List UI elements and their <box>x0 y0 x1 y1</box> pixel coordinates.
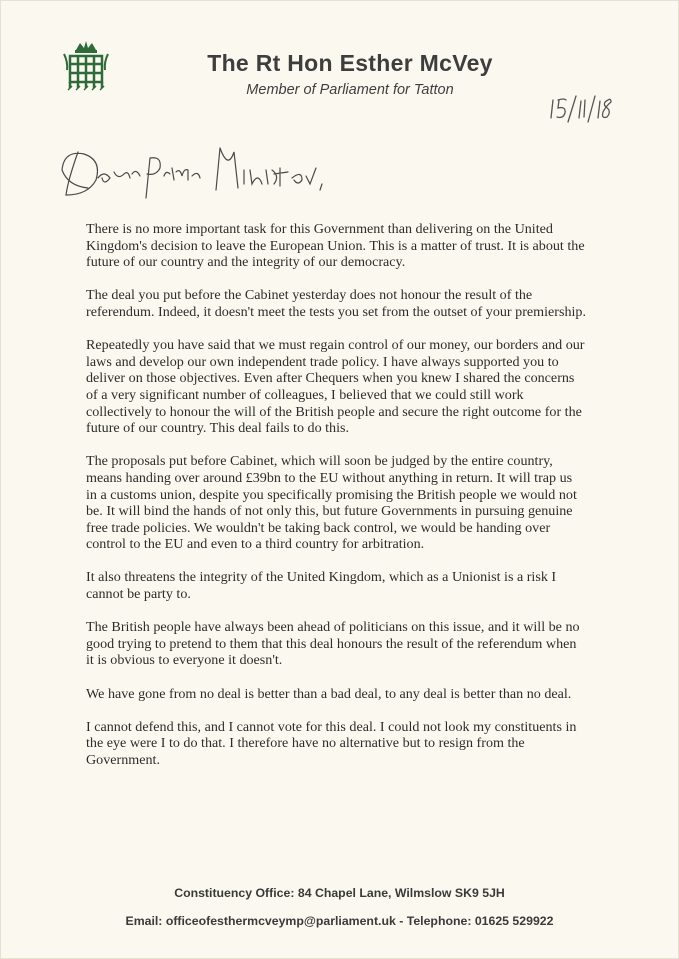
paragraph: It also threatens the integrity of the United Kingdom, which as a Unionist is a risk I cannot be party to. <box>86 569 557 603</box>
paragraph: The proposals put before Cabinet, which will soon be judged by the entire country, means handing over around £39bn to the EU without anything in return. It will trap us in a customs union, despite you specifically promising the British people we would not be. It will bind the hands of not only this, but future Governments in pursuing genuine free trade policies. We wouldn't be taking back control, we would be handing over control to the EU and even to a third country for arbitration. <box>86 453 577 553</box>
paragraph: We have gone from no deal is better than a bad deal, to any deal is better than no deal. <box>86 685 572 702</box>
paragraph: The British people have always been ahead of politicians on this issue, and it will be no good trying to pretend to them that this deal honours the result of the referendum when it is obvious to everyone it doesn't. <box>86 619 580 669</box>
handwritten-date <box>548 88 638 128</box>
letterhead <box>150 50 550 98</box>
letter-body <box>86 221 586 785</box>
paragraph: There is no more important task for this Government than delivering on the United Kingdom's decision to leave the European Union. This is a matter of trust. It is about the future of our country and the integrity of our democracy. <box>86 221 585 271</box>
portcullis-logo-icon <box>58 40 114 92</box>
mp-name: The Rt Hon Esther McVey <box>207 50 493 76</box>
handwritten-salutation <box>58 140 358 210</box>
mp-role: Member of Parliament for Tatton <box>246 82 454 98</box>
paragraph: I cannot defend this, and I cannot vote for this deal. I could not look my constituents in the eye were I to do that. I therefore have no alternative but to resign from the Government. <box>86 718 577 768</box>
paragraph: Repeatedly you have said that we must regain control of our money, our borders and our laws and develop our own independent trade policy. I have always supported you to deliver on those objectives. Even after Chequers when you knew I shared the concerns of a very significant number of colleagues, I believed that we could still work collectively to honour the will of the British people and secure the right outcome for the future of our country. This deal fails to do this. <box>86 337 585 437</box>
paragraph: The deal you put before the Cabinet yesterday does not honour the result of the referendum. Indeed, it doesn't meet the tests you set from the outset of your premiership. <box>86 287 586 320</box>
footer-address: Constituency Office: 84 Chapel Lane, Wilmslow SK9 5JH <box>174 886 505 900</box>
footer-contact: Email: officeofesthermcveymp@parliament.uk - Telephone: 01625 529922 <box>125 914 554 928</box>
